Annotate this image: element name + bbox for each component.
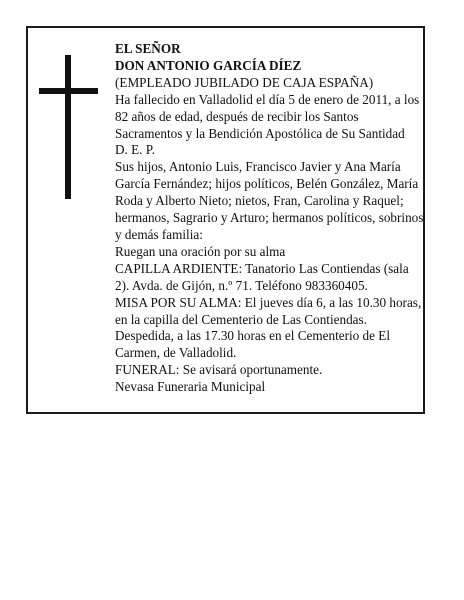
cross-vertical-bar	[65, 55, 71, 199]
notice-text	[115, 41, 425, 396]
family-list: Sus hijos, Antonio Luis, Francisco Javier y Ana María García Fernández; hijos políticos, Belén González, María Roda y Alberto Nieto; nietos, Fran, Carolina y Raquel; hermanos, Sagrario y Arturo; hermanos políticos, sobrinos y demás familia:	[115, 159, 424, 242]
deceased-name: DON ANTONIO GARCÍA DÍEZ	[115, 57, 302, 73]
cross-icon	[39, 55, 99, 199]
obituary-notice	[26, 26, 425, 414]
notice-title: EL SEÑOR	[115, 41, 181, 56]
deceased-occupation: (EMPLEADO JUBILADO DE CAJA ESPAÑA)	[115, 74, 374, 90]
death-announcement: Ha fallecido en Valladolid el día 5 de enero de 2011, a los 82 años de edad, después de recibir los Santos Sacramentos y la Bendición Apostólica de Su Santidad	[115, 91, 420, 141]
prayer-request: Ruegan una oración por su alma	[115, 243, 286, 259]
chapel-info: CAPILLA ARDIENTE: Tanatorio Las Contiendas (sala 2). Avda. de Gijón, n.º 71. Teléfono 983360405.	[115, 260, 409, 293]
funeral-home: Nevasa Funeraria Municipal	[115, 379, 266, 395]
mass-info: MISA POR SU ALMA: El jueves día 6, a las 10.30 horas, en la capilla del Cementerio de Las Contiendas. Despedida, a las 17.30 horas en el Cementerio de El Carmen, de Valladolid.	[115, 294, 422, 361]
rip-line: D. E. P.	[115, 142, 155, 158]
cross-horizontal-bar	[39, 88, 98, 94]
funeral-info: FUNERAL: Se avisará oportunamente.	[115, 362, 323, 378]
